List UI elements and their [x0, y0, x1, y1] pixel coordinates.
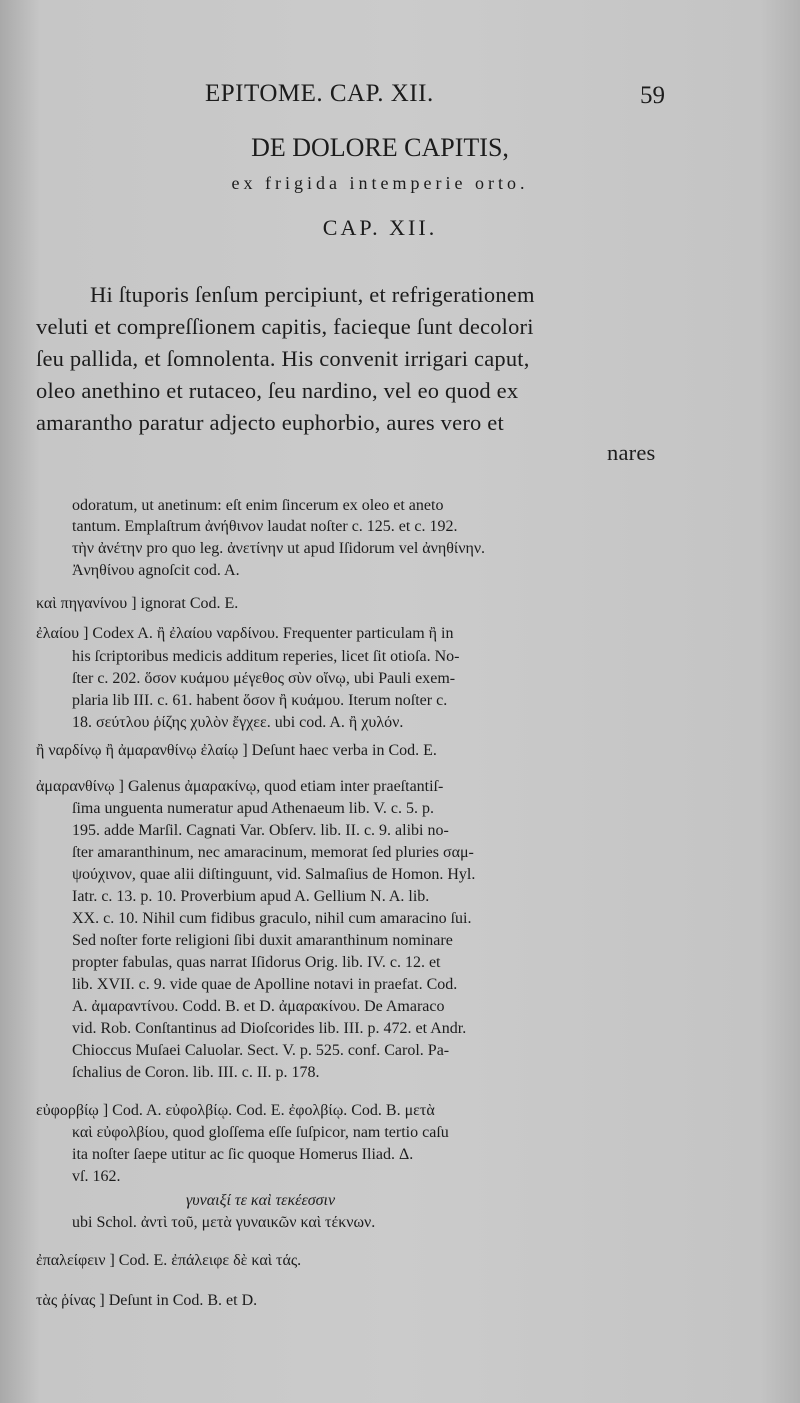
note-lemma-line: ἐλαίου ] Codex A. ἢ ἐλαίου ναρδίνου. Frequenter particulam ἢ in: [36, 625, 454, 642]
note-line: ψούχινον, quae alii diſtinguunt, vid. Salmaſius de Homon. Hyl.: [72, 866, 476, 883]
note-line: 195. adde Marſil. Cagnati Var. Obſerv. lib. II. c. 9. alibi no-: [72, 822, 449, 839]
note-lemma-line: τὰς ῥίνας ] Deſunt in Cod. B. et D.: [36, 1292, 258, 1309]
note-line: Sed noſter forte religioni ſibi duxit amaranthinum nominare: [72, 932, 453, 949]
note-line: lib. XVII. c. 9. vide quae de Apolline notavi in praefat. Cod.: [72, 976, 458, 993]
note-line: καὶ εὐφολβίου, quod gloſſema eſſe ſuſpicor, nam tertio caſu: [72, 1124, 449, 1141]
chapter-title: DE DOLORE CAPITIS,: [251, 133, 509, 162]
note-line: ubi Schol. ἀντὶ τοῦ, μετὰ γυναικῶν καὶ τέκνων.: [72, 1214, 376, 1231]
body-line: nares: [607, 440, 656, 465]
body-line: ſeu pallida, et ſomnolenta. His convenit irrigari caput,: [36, 346, 530, 371]
note-lemma-line: ἀμαρανθίνῳ ] Galenus ἀμαρακίνῳ, quod etiam inter praeſtantiſ-: [36, 778, 444, 795]
note-line: XX. c. 10. Nihil cum fidibus graculo, nihil cum amaracino ſui.: [72, 910, 472, 927]
note-lemma-line: ἐπαλείφειν ] Cod. E. ἐπάλειφε δὲ καὶ τάς.: [36, 1252, 302, 1269]
body-line: oleo anethino et rutaceo, ſeu nardino, vel eo quod ex: [36, 378, 519, 403]
note-line: ſchalius de Coron. lib. III. c. II. p. 178.: [72, 1064, 320, 1081]
note-line: tantum. Emplaſtrum ἀνήθινον laudat noſter c. 125. et c. 192.: [72, 518, 458, 535]
note-line: ita noſter ſaepe utitur ac ſic quoque Homerus Iliad. Δ.: [72, 1146, 414, 1163]
chapter-subtitle: ex frigida intemperie orto.: [231, 173, 529, 193]
body-line: Hi ſtuporis ſenſum percipiunt, et refrigerationem: [90, 282, 535, 307]
note-line: τὴν ἀνέτην pro quo leg. ἀνετίνην ut apud Iſidorum vel ἀνηθίνην.: [72, 540, 486, 557]
note-line: Ἀνηθίνου agnoſcit cod. A.: [72, 562, 240, 579]
note-line: his ſcriptoribus medicis additum reperies, licet ſit otioſa. No-: [72, 648, 460, 665]
note-line: ſter c. 202. ὅσον κυάμου μέγεθος σὺν οἴνῳ, ubi Pauli exem-: [72, 670, 456, 687]
quoted-verse: γυναιξί τε καὶ τεκέεσσιν: [186, 1192, 336, 1209]
page-number: 59: [640, 82, 665, 109]
note-line: plaria lib III. c. 61. habent ὅσον ἢ κυάμου. Iterum noſter c.: [72, 692, 448, 709]
chapter-number: CAP. XII.: [322, 215, 438, 240]
note-line: vid. Rob. Conſtantinus ad Dioſcorides lib. III. p. 472. et Andr.: [72, 1020, 467, 1037]
note-line: odoratum, ut anetinum: eſt enim ſincerum ex oleo et aneto: [72, 497, 444, 514]
note-line: Chioccus Muſaei Caluolar. Sect. V. p. 525. conf. Carol. Pa-: [72, 1042, 450, 1059]
note-line: propter fabulas, quas narrat Iſidorus Orig. lib. IV. c. 12. et: [72, 954, 441, 971]
body-line: veluti et compreſſionem capitis, facieque ſunt decolori: [36, 314, 534, 339]
note-line: ſter amaranthinum, nec amaracinum, memorat ſed pluries σαμ-: [72, 844, 474, 861]
note-lemma-line: εὐφορβίῳ ] Cod. A. εὐφολβίῳ. Cod. E. ἐφολβίῳ. Cod. B. μετὰ: [36, 1102, 435, 1119]
body-line: amarantho paratur adjecto euphorbio, aures vero et: [36, 410, 504, 435]
note-line: Iatr. c. 13. p. 10. Proverbium apud A. Gellium N. A. lib.: [72, 888, 430, 905]
running-title: EPITOME. CAP. XII.: [205, 80, 434, 107]
note-lemma-line: ἢ ναρδίνῳ ἢ ἀμαρανθίνῳ ἐλαίῳ ] Deſunt haec verba in Cod. E.: [36, 742, 437, 759]
note-lemma-line: καὶ πηγανίνου ] ignorat Cod. E.: [36, 595, 239, 612]
note-line: ſima unguenta numeratur apud Athenaeum lib. V. c. 5. p.: [72, 800, 434, 817]
note-line: vſ. 162.: [72, 1168, 121, 1185]
note-line: A. ἀμαραντίνου. Codd. B. et D. ἀμαρακίνου. De Amaraco: [72, 998, 445, 1015]
note-line: 18. σεύτλου ῥίζης χυλὸν ἔγχεε. ubi cod. A. ἢ χυλόν.: [72, 714, 404, 731]
